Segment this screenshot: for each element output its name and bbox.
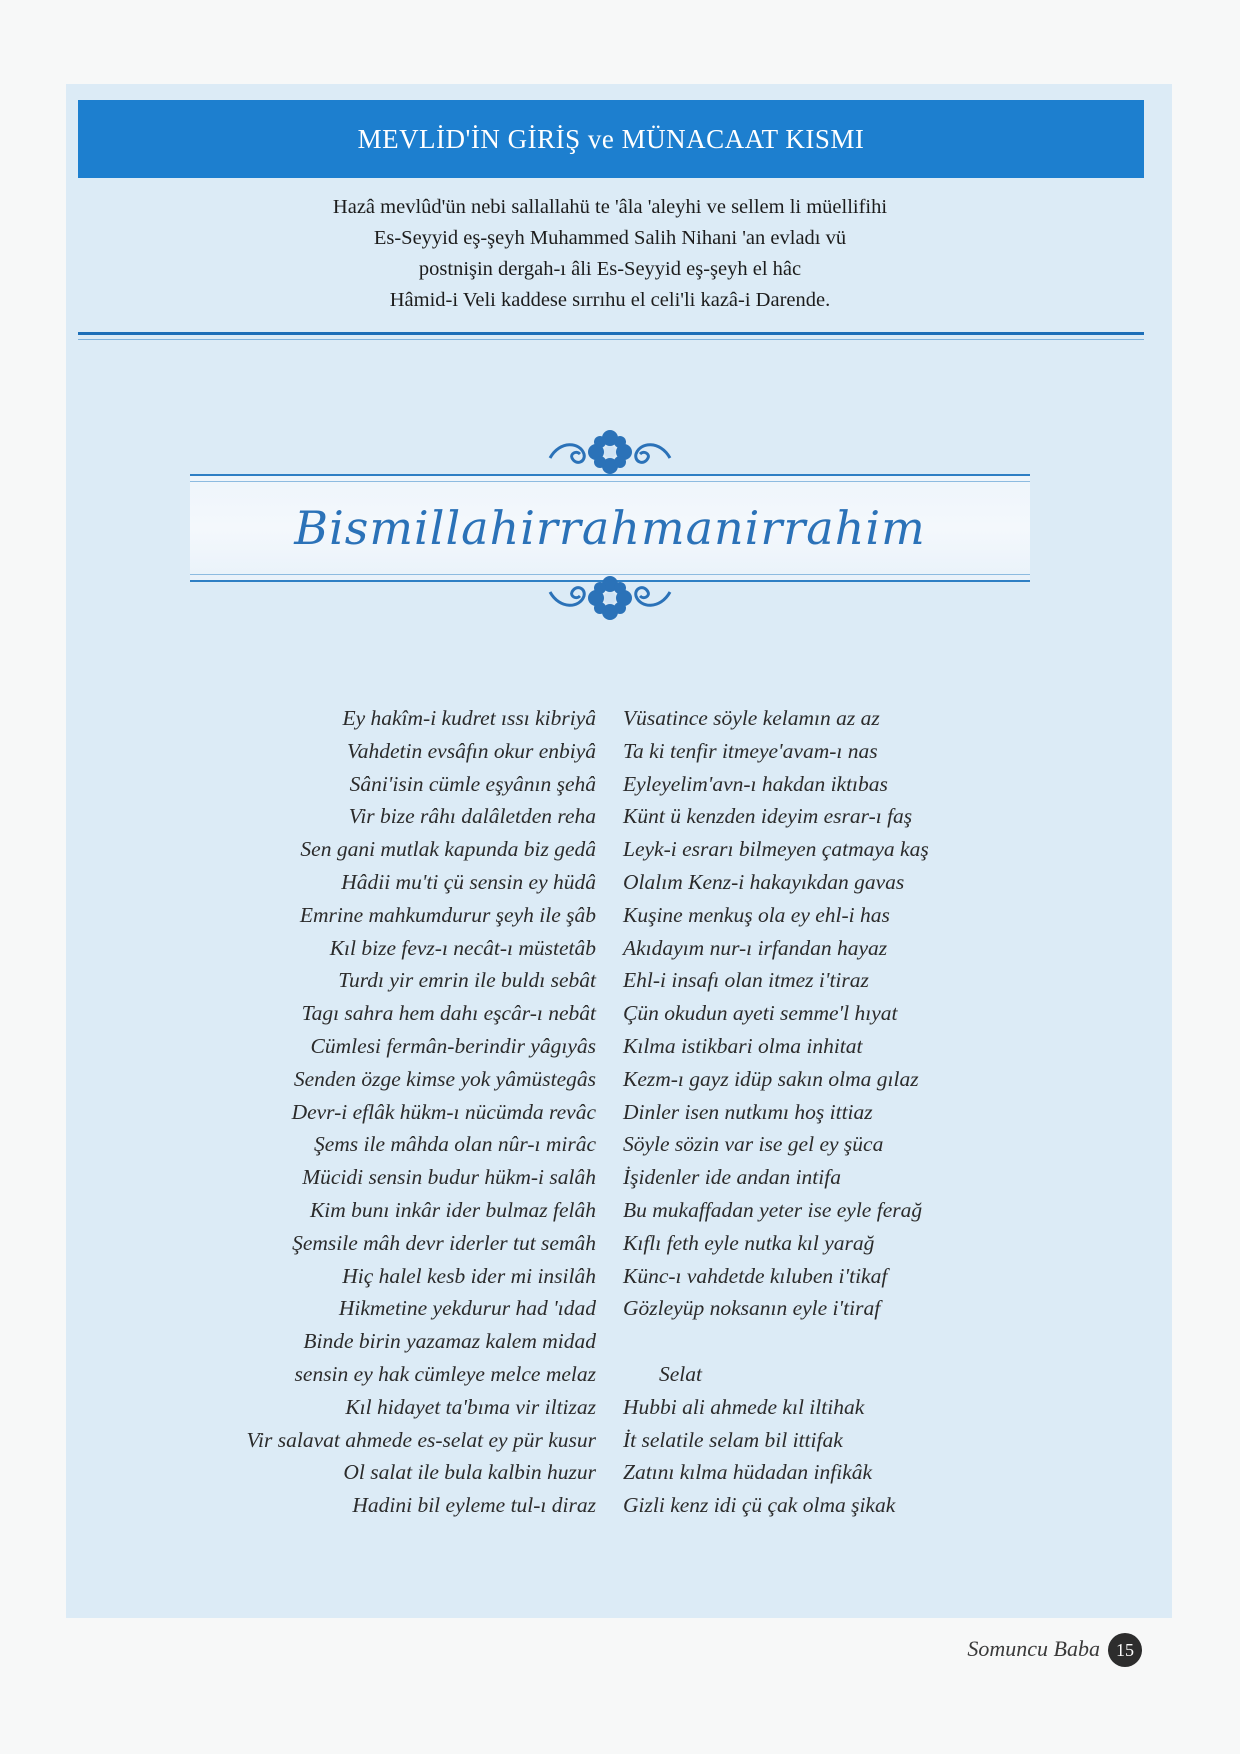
poem-line: Leyk-i esrarı bilmeyen çatmaya kaş: [623, 837, 929, 862]
floral-ornament-icon: [540, 574, 680, 622]
page-number-badge: [1108, 1633, 1142, 1667]
poem-line: Hiç halel kesb ider mi insilâh: [342, 1263, 596, 1288]
poem-line: Kıflı feth eyle nutka kıl yarağ: [623, 1230, 875, 1255]
intro-line: Hazâ mevlûd'ün nebi sallallahü te 'âla 'aleyhi ve sellem li müellifihi: [332, 196, 888, 218]
poem-line: Devr-i eflâk hükm-ı nücümda revâc: [291, 1099, 596, 1124]
poem-line: Akıdayım nur-ı irfandan hayaz: [623, 935, 888, 960]
poem-line: Şemsile mâh devr iderler tut semâh: [292, 1230, 596, 1255]
poem-line: Bu mukaffadan yeter ise eyle ferağ: [623, 1197, 923, 1222]
poem-line: Binde birin yazamaz kalem midad: [303, 1329, 596, 1354]
poem-line: Künt ü kenzden ideyim esrar-ı faş: [623, 804, 913, 829]
poem-line: Kim bunı inkâr ider bulmaz felâh: [309, 1197, 596, 1222]
poem-line: Hikmetine yekdurur had 'ıdad: [338, 1296, 596, 1321]
poem-line: İşidenler ide andan intifa: [623, 1165, 841, 1190]
poem-line: Söyle sözin var ise gel ey şüca: [623, 1132, 884, 1157]
poem-line: Vir salavat ahmede es-selat ey pür kusur: [246, 1427, 596, 1452]
poem-line: Hadini bil eyleme tul-ı diraz: [352, 1493, 596, 1518]
poem-line: İt selatile selam bil ittifak: [623, 1427, 843, 1452]
poem-line: Ey hakîm-i kudret ıssı kibriyâ: [342, 706, 596, 730]
poem-line: Zatını kılma hüdadan infikâk: [623, 1460, 873, 1485]
poem-line: Olalım Kenz-i hakayıkdan gavas: [623, 869, 905, 894]
basmala-banner: [190, 474, 1030, 582]
poem-line: Kılma istikbari olma inhitat: [623, 1033, 863, 1058]
poem-line: Senden özge kimse yok yâmüstegâs: [293, 1066, 596, 1091]
poem-line: Dinler isen nutkımı hoş ittiaz: [623, 1099, 873, 1124]
poem-line: Vüsatince söyle kelamın az az: [623, 706, 880, 730]
poem-line: Ta ki tenfir itmeye'avam-ı nas: [623, 738, 878, 763]
intro-line: postnişin dergah-ı âli Es-Seyyid eş-şeyh el hâc: [418, 258, 802, 280]
basmala-text: Bismillahirrahmanirrahim: [294, 501, 926, 555]
page-number: 15: [1116, 1639, 1134, 1660]
poem-line: Kıl bize fevz-ı necât-ı müstetâb: [329, 935, 596, 960]
poem-line: sensin ey hak cümleye melce melaz: [294, 1361, 596, 1386]
section-heading: Selat: [659, 1361, 702, 1386]
intro-line: Es-Seyyid eş-şeyh Muhammed Salih Nihani 'an evladı vü: [373, 227, 847, 249]
poem-right-column: [623, 702, 1043, 1522]
poem-line: Künc-ı vahdetde kıluben i'tikaf: [623, 1263, 888, 1288]
poem-line: Kuşine menkuş ola ey ehl-i has: [623, 902, 890, 927]
poem-line: Şems ile mâhda olan nûr-ı mirâc: [313, 1132, 596, 1157]
poem-line: Mücidi sensin budur hükm-i salâh: [302, 1165, 596, 1190]
poem-line: Hubbi ali ahmede kıl iltihak: [623, 1394, 865, 1419]
divider-rule: [78, 332, 1144, 335]
poem-left-column: [130, 702, 596, 1522]
floral-ornament-icon: [540, 428, 680, 476]
poem-line: Tagı sahra hem dahı eşcâr-ı nebât: [301, 1001, 596, 1026]
poem-line: Kıl hidayet ta'bıma vir iltizaz: [345, 1394, 596, 1419]
poem-line: Eyleyelim'avn-ı hakdan iktıbas: [623, 771, 888, 796]
section-header-bar: [78, 100, 1144, 178]
poem-line: Hâdii mu'ti çü sensin ey hüdâ: [341, 869, 596, 894]
section-title: MEVLİD'İN GİRİŞ ve MÜNACAAT KISMI: [357, 123, 865, 154]
poem-line: Gözleyüp noksanın eyle i'tiraf: [623, 1296, 881, 1321]
poem-line: Emrine mahkumdurur şeyh ile şâb: [299, 902, 596, 927]
poem-line: Turdı yir emrin ile buldı sebât: [338, 968, 596, 993]
publication-name: Somuncu Baba: [967, 1636, 1100, 1661]
poem-line: Vir bize râhı dalâletden reha: [348, 804, 596, 829]
poem-line: Cümlesi fermân-berindir yâgıyâs: [310, 1033, 596, 1058]
intro-line: Hâmid-i Veli kaddese sırrıhu el celi'li kazâ-i Darende.: [389, 289, 831, 311]
divider-rule-thin: [78, 339, 1144, 340]
intro-paragraph: [180, 192, 1040, 316]
poem-line: Gizli kenz idi çü çak olma şikak: [623, 1493, 896, 1518]
poem-line: Ol salat ile bula kalbin huzur: [343, 1460, 596, 1485]
poem-line: Sâni'isin cümle eşyânın şehâ: [349, 771, 596, 796]
poem-line: Vahdetin evsâfın okur enbiyâ: [347, 738, 596, 763]
poem-line: Ehl-i insafı olan itmez i'tiraz: [623, 968, 869, 993]
poem-line: Sen gani mutlak kapunda biz gedâ: [300, 837, 596, 862]
stanza-gap: [623, 1325, 1043, 1358]
poem-line: Çün okudun ayeti semme'l hıyat: [623, 1001, 898, 1026]
poem-line: Kezm-ı gayz idüp sakın olma gılaz: [623, 1066, 919, 1091]
